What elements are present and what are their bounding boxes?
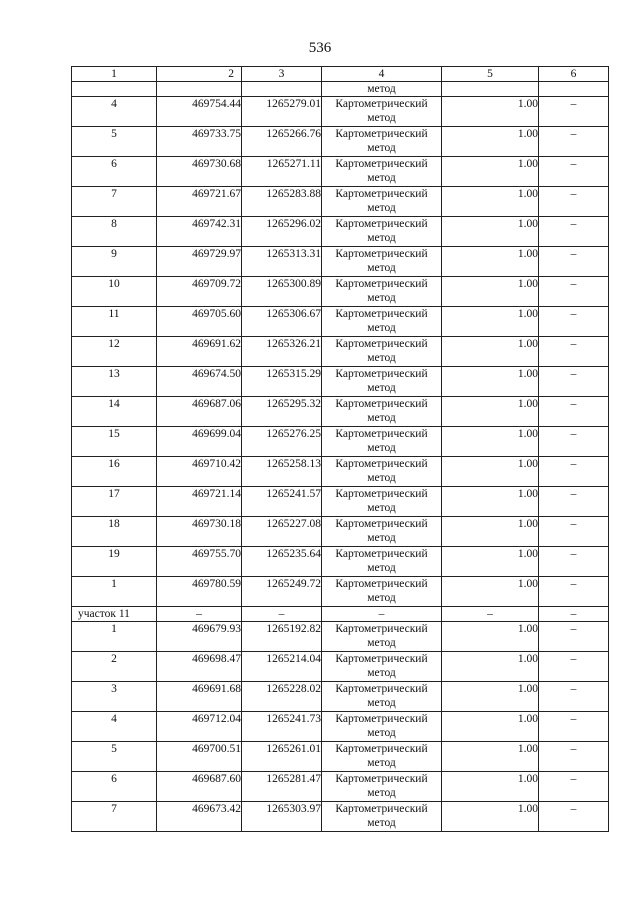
cell-description: – bbox=[539, 682, 609, 712]
method-line-2: метод bbox=[367, 787, 396, 799]
cell-y: 1265295.32 bbox=[242, 397, 322, 427]
section-cell: – bbox=[157, 607, 242, 622]
section-label: участок 11 bbox=[72, 607, 157, 622]
section-cell: – bbox=[322, 607, 442, 622]
method-line-2: метод bbox=[367, 562, 396, 574]
cell-y: 1265279.01 bbox=[242, 97, 322, 127]
cell-y: 1265306.67 bbox=[242, 307, 322, 337]
section-cell: – bbox=[242, 607, 322, 622]
cell-point-number: 15 bbox=[72, 427, 157, 457]
cell-x: 469721.67 bbox=[157, 187, 242, 217]
cell-y: 1265326.21 bbox=[242, 337, 322, 367]
cell-x: 469730.18 bbox=[157, 517, 242, 547]
cell-x: 469699.04 bbox=[157, 427, 242, 457]
table-row bbox=[72, 577, 609, 607]
cell-accuracy: 1.00 bbox=[442, 742, 539, 772]
cell-point-number: 1 bbox=[72, 622, 157, 652]
cell-description: – bbox=[539, 547, 609, 577]
cell-y: 1265313.31 bbox=[242, 247, 322, 277]
cell-point-number: 4 bbox=[72, 97, 157, 127]
method-line-2: метод bbox=[367, 262, 396, 274]
method-line-1: Картометрический bbox=[335, 368, 428, 380]
cell-point-number: 10 bbox=[72, 277, 157, 307]
cell-accuracy: 1.00 bbox=[442, 682, 539, 712]
cell-point-number: 1 bbox=[72, 577, 157, 607]
cell-description: – bbox=[539, 577, 609, 607]
coordinates-table bbox=[71, 66, 609, 832]
method-line-1: Картометрический bbox=[335, 713, 428, 725]
cell-accuracy: 1.00 bbox=[442, 622, 539, 652]
cell-x: 469709.72 bbox=[157, 277, 242, 307]
table-row bbox=[72, 157, 609, 187]
cell-method bbox=[322, 547, 442, 577]
cell-description: – bbox=[539, 397, 609, 427]
cell-description: – bbox=[539, 97, 609, 127]
method-line-1: Картометрический bbox=[335, 98, 428, 110]
table-row bbox=[72, 622, 609, 652]
cell-y: 1265315.29 bbox=[242, 367, 322, 397]
cell-x: 469755.70 bbox=[157, 547, 242, 577]
cell-method bbox=[322, 517, 442, 547]
cell-y: 1265261.01 bbox=[242, 742, 322, 772]
cell-point-number: 5 bbox=[72, 742, 157, 772]
method-line-1: Картометрический bbox=[335, 428, 428, 440]
cell-description: – bbox=[539, 217, 609, 247]
cell-x: 469691.68 bbox=[157, 682, 242, 712]
table-row bbox=[72, 277, 609, 307]
cell-y: 1265241.73 bbox=[242, 712, 322, 742]
table-row bbox=[72, 247, 609, 277]
cell-accuracy: 1.00 bbox=[442, 547, 539, 577]
cell-y: 1265241.57 bbox=[242, 487, 322, 517]
table-row bbox=[72, 517, 609, 547]
table-row bbox=[72, 487, 609, 517]
cell-description: – bbox=[539, 337, 609, 367]
cell-accuracy bbox=[442, 82, 539, 97]
cell-description: – bbox=[539, 127, 609, 157]
section-cell: – bbox=[539, 607, 609, 622]
method-line-1: Картометрический bbox=[335, 128, 428, 140]
cell-method bbox=[322, 367, 442, 397]
cell-accuracy: 1.00 bbox=[442, 337, 539, 367]
cell-y: 1265227.08 bbox=[242, 517, 322, 547]
method-line-1: Картометрический bbox=[335, 743, 428, 755]
method-line-2: метод bbox=[367, 412, 396, 424]
cell-x: 469691.62 bbox=[157, 337, 242, 367]
cell-y: 1265258.13 bbox=[242, 457, 322, 487]
method-line-2: метод bbox=[367, 442, 396, 454]
cell-point-number: 3 bbox=[72, 682, 157, 712]
cell-point-number bbox=[72, 82, 157, 97]
cell-method bbox=[322, 712, 442, 742]
cell-y: 1265249.72 bbox=[242, 577, 322, 607]
cell-method bbox=[322, 682, 442, 712]
cell-point-number: 19 bbox=[72, 547, 157, 577]
method-line-1: Картометрический bbox=[335, 218, 428, 230]
cell-description: – bbox=[539, 742, 609, 772]
cell-y: 1265235.64 bbox=[242, 547, 322, 577]
cell-x: 469698.47 bbox=[157, 652, 242, 682]
cell-accuracy: 1.00 bbox=[442, 487, 539, 517]
cell-accuracy: 1.00 bbox=[442, 277, 539, 307]
method-line-2: метод bbox=[367, 502, 396, 514]
cell-description: – bbox=[539, 247, 609, 277]
method-line-1: Картометрический bbox=[335, 398, 428, 410]
cell-method bbox=[322, 577, 442, 607]
cell-method bbox=[322, 217, 442, 247]
cell-description: – bbox=[539, 427, 609, 457]
header-cell: 6 bbox=[539, 67, 609, 82]
table-row bbox=[72, 337, 609, 367]
cell-method: метод bbox=[322, 82, 442, 97]
cell-description bbox=[539, 82, 609, 97]
method-line-1: Картометрический bbox=[335, 653, 428, 665]
cell-point-number: 4 bbox=[72, 712, 157, 742]
cell-description: – bbox=[539, 652, 609, 682]
method-line-1: Картометрический bbox=[335, 248, 428, 260]
method-line-2: метод bbox=[367, 292, 396, 304]
method-line-2: метод bbox=[367, 667, 396, 679]
cell-accuracy: 1.00 bbox=[442, 712, 539, 742]
cell-point-number: 2 bbox=[72, 652, 157, 682]
method-line-2: метод bbox=[367, 202, 396, 214]
cell-description: – bbox=[539, 712, 609, 742]
cell-accuracy: 1.00 bbox=[442, 217, 539, 247]
method-line-1: Картометрический bbox=[335, 518, 428, 530]
cell-point-number: 7 bbox=[72, 802, 157, 832]
cell-description: – bbox=[539, 802, 609, 832]
cell-point-number: 12 bbox=[72, 337, 157, 367]
method-line-2: метод bbox=[367, 232, 396, 244]
cell-point-number: 5 bbox=[72, 127, 157, 157]
cell-point-number: 16 bbox=[72, 457, 157, 487]
cell-description: – bbox=[539, 487, 609, 517]
cell-point-number: 18 bbox=[72, 517, 157, 547]
cell-accuracy: 1.00 bbox=[442, 652, 539, 682]
cell-accuracy: 1.00 bbox=[442, 187, 539, 217]
cell-method bbox=[322, 247, 442, 277]
method-line-2: метод bbox=[367, 757, 396, 769]
cell-description: – bbox=[539, 187, 609, 217]
cell-method bbox=[322, 772, 442, 802]
cell-method bbox=[322, 187, 442, 217]
cell-accuracy: 1.00 bbox=[442, 577, 539, 607]
header-row bbox=[72, 67, 609, 82]
method-line-1: Картометрический bbox=[335, 278, 428, 290]
cell-x: 469710.42 bbox=[157, 457, 242, 487]
method-line-1: Картометрический bbox=[335, 458, 428, 470]
cell-accuracy: 1.00 bbox=[442, 367, 539, 397]
cell-x: 469729.97 bbox=[157, 247, 242, 277]
cell-method bbox=[322, 307, 442, 337]
method-line-1: Картометрический bbox=[335, 308, 428, 320]
method-line-2: метод bbox=[367, 142, 396, 154]
cell-y: 1265192.82 bbox=[242, 622, 322, 652]
method-line-1: Картометрический bbox=[335, 773, 428, 785]
cell-accuracy: 1.00 bbox=[442, 97, 539, 127]
cell-x: 469733.75 bbox=[157, 127, 242, 157]
cell-point-number: 9 bbox=[72, 247, 157, 277]
method-line-2: метод bbox=[367, 817, 396, 829]
header-cell: 4 bbox=[322, 67, 442, 82]
cell-y: 1265283.88 bbox=[242, 187, 322, 217]
cell-method bbox=[322, 397, 442, 427]
table-row bbox=[72, 307, 609, 337]
cell-x: 469780.59 bbox=[157, 577, 242, 607]
cell-accuracy: 1.00 bbox=[442, 517, 539, 547]
table-row bbox=[72, 367, 609, 397]
section-row bbox=[72, 607, 609, 622]
cell-method bbox=[322, 427, 442, 457]
cell-description: – bbox=[539, 157, 609, 187]
header-cell: 1 bbox=[72, 67, 157, 82]
header-cell: 3 bbox=[242, 67, 322, 82]
method-line-2: метод bbox=[367, 352, 396, 364]
cell-method bbox=[322, 277, 442, 307]
cell-description: – bbox=[539, 367, 609, 397]
table-row bbox=[72, 217, 609, 247]
header-cell: 2 bbox=[157, 67, 242, 82]
cell-y: 1265276.25 bbox=[242, 427, 322, 457]
cell-x: 469742.31 bbox=[157, 217, 242, 247]
cell-x: 469712.04 bbox=[157, 712, 242, 742]
table-row bbox=[72, 547, 609, 577]
method-line-2: метод bbox=[367, 592, 396, 604]
method-line-1: Картометрический bbox=[335, 683, 428, 695]
cell-point-number: 17 bbox=[72, 487, 157, 517]
header-cell: 5 bbox=[442, 67, 539, 82]
cell-x: 469674.50 bbox=[157, 367, 242, 397]
method-line-1: Картометрический bbox=[335, 548, 428, 560]
section-cell: – bbox=[442, 607, 539, 622]
cell-method bbox=[322, 487, 442, 517]
method-line-2: метод bbox=[367, 532, 396, 544]
cell-x: 469673.42 bbox=[157, 802, 242, 832]
method-line-1: Картометрический bbox=[335, 488, 428, 500]
cell-method bbox=[322, 337, 442, 367]
cell-description: – bbox=[539, 517, 609, 547]
cell-point-number: 6 bbox=[72, 772, 157, 802]
cell-y bbox=[242, 82, 322, 97]
method-line-2: метод bbox=[367, 172, 396, 184]
cell-y: 1265228.02 bbox=[242, 682, 322, 712]
cell-method bbox=[322, 127, 442, 157]
cell-method bbox=[322, 622, 442, 652]
table-row bbox=[72, 712, 609, 742]
cell-accuracy: 1.00 bbox=[442, 307, 539, 337]
cell-x: 469700.51 bbox=[157, 742, 242, 772]
table-row bbox=[72, 742, 609, 772]
cell-y: 1265271.11 bbox=[242, 157, 322, 187]
method-line-2: метод bbox=[367, 727, 396, 739]
cell-y: 1265300.89 bbox=[242, 277, 322, 307]
table-row bbox=[72, 127, 609, 157]
cell-accuracy: 1.00 bbox=[442, 127, 539, 157]
method-line-2: метод bbox=[367, 472, 396, 484]
method-line-1: Картометрический bbox=[335, 188, 428, 200]
cell-method bbox=[322, 457, 442, 487]
cell-x: 469730.68 bbox=[157, 157, 242, 187]
cell-point-number: 13 bbox=[72, 367, 157, 397]
method-line-1: Картометрический bbox=[335, 158, 428, 170]
table-row bbox=[72, 652, 609, 682]
method-line-1: Картометрический bbox=[335, 338, 428, 350]
cell-accuracy: 1.00 bbox=[442, 802, 539, 832]
cell-accuracy: 1.00 bbox=[442, 457, 539, 487]
cell-x: 469721.14 bbox=[157, 487, 242, 517]
cell-accuracy: 1.00 bbox=[442, 157, 539, 187]
cell-point-number: 6 bbox=[72, 157, 157, 187]
cell-description: – bbox=[539, 277, 609, 307]
table-row bbox=[72, 772, 609, 802]
cell-method bbox=[322, 157, 442, 187]
cell-x bbox=[157, 82, 242, 97]
method-line-2: метод bbox=[367, 322, 396, 334]
continuation-row bbox=[72, 82, 609, 97]
cell-y: 1265303.97 bbox=[242, 802, 322, 832]
cell-y: 1265266.76 bbox=[242, 127, 322, 157]
cell-y: 1265214.04 bbox=[242, 652, 322, 682]
table-row bbox=[72, 802, 609, 832]
cell-description: – bbox=[539, 622, 609, 652]
method-line-1: Картометрический bbox=[335, 623, 428, 635]
cell-y: 1265281.47 bbox=[242, 772, 322, 802]
cell-method bbox=[322, 742, 442, 772]
cell-x: 469705.60 bbox=[157, 307, 242, 337]
table-row bbox=[72, 187, 609, 217]
cell-description: – bbox=[539, 457, 609, 487]
table-row bbox=[72, 457, 609, 487]
cell-accuracy: 1.00 bbox=[442, 247, 539, 277]
table-row bbox=[72, 682, 609, 712]
method-line-1: Картометрический bbox=[335, 578, 428, 590]
page-number: 536 bbox=[308, 40, 332, 56]
cell-point-number: 7 bbox=[72, 187, 157, 217]
cell-x: 469687.60 bbox=[157, 772, 242, 802]
cell-point-number: 8 bbox=[72, 217, 157, 247]
cell-y: 1265296.02 bbox=[242, 217, 322, 247]
cell-method bbox=[322, 802, 442, 832]
method-line-1: Картометрический bbox=[335, 803, 428, 815]
cell-method bbox=[322, 652, 442, 682]
method-line-2: метод bbox=[367, 382, 396, 394]
method-line-2: метод bbox=[367, 697, 396, 709]
cell-method bbox=[322, 97, 442, 127]
cell-point-number: 14 bbox=[72, 397, 157, 427]
cell-accuracy: 1.00 bbox=[442, 427, 539, 457]
cell-x: 469754.44 bbox=[157, 97, 242, 127]
cell-description: – bbox=[539, 772, 609, 802]
cell-point-number: 11 bbox=[72, 307, 157, 337]
table-row bbox=[72, 427, 609, 457]
cell-accuracy: 1.00 bbox=[442, 772, 539, 802]
cell-accuracy: 1.00 bbox=[442, 397, 539, 427]
cell-x: 469687.06 bbox=[157, 397, 242, 427]
table-row bbox=[72, 97, 609, 127]
method-line-2: метод bbox=[367, 112, 396, 124]
cell-x: 469679.93 bbox=[157, 622, 242, 652]
cell-description: – bbox=[539, 307, 609, 337]
method-line-2: метод bbox=[367, 637, 396, 649]
table-row bbox=[72, 397, 609, 427]
